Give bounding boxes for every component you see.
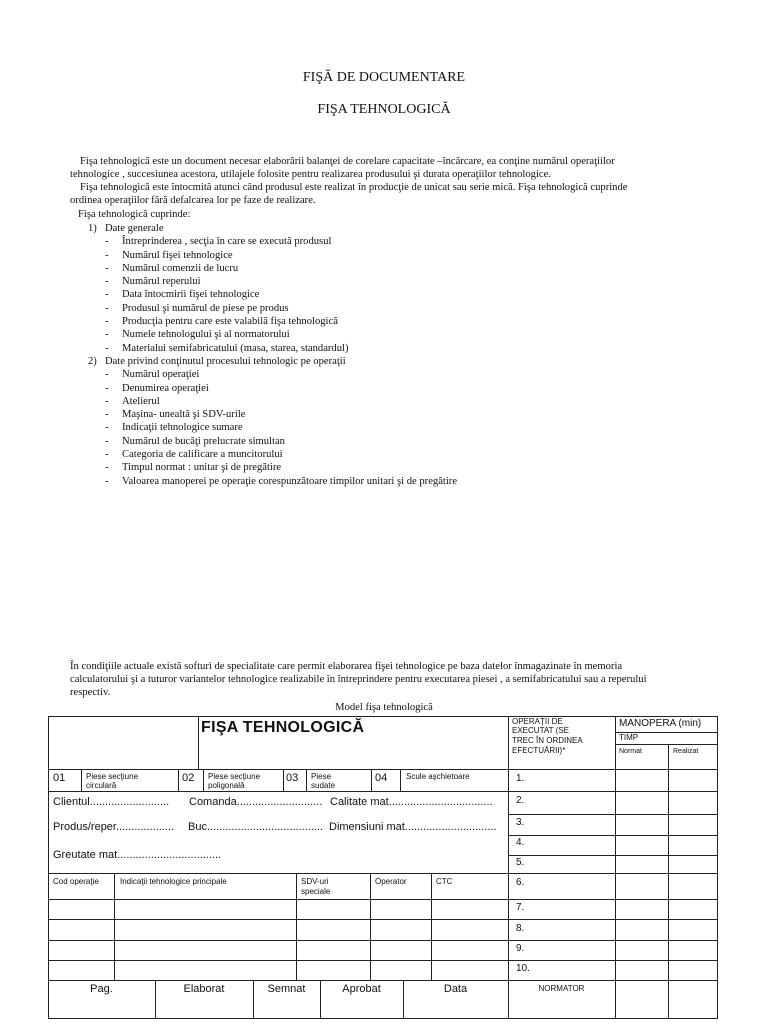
signed-label: Semnat <box>267 983 306 995</box>
prepared-by-label: Elaborat <box>183 983 225 995</box>
outro-line-2: calculatorului şi a tuturor variantelor tehnologice realizabile în întreprindere pentru executarea piesei , a semifabricatului sau a reperului <box>70 674 647 685</box>
time-header: TIMP <box>619 733 639 742</box>
operations-header-line-2: EXECUTAT (SE <box>512 726 569 735</box>
welded-label-2: sudate <box>311 781 336 790</box>
page-subtitle: FIŞA TEHNOLOGICĂ <box>317 102 451 117</box>
tech-sheet-table <box>48 716 718 1019</box>
list-item: - Producţia pentru care este valabilă fişa tehnologică <box>105 316 338 328</box>
order-field[interactable]: Comanda............................ <box>189 796 323 808</box>
list-item: - Timpul normat : unitar şi de pregătire <box>105 462 282 474</box>
list-item: - Atelierul <box>105 395 160 407</box>
operations-header-line-4: EFECTUĂRII)* <box>512 746 566 755</box>
operation-number: 9. <box>516 943 525 954</box>
main-instructions-header: Indicaţii tehnologice principale <box>120 877 227 886</box>
client-field[interactable]: Clientul.......................... <box>53 796 170 808</box>
labor-header: MANOPERA (min) <box>619 718 702 729</box>
page-title: FIŞĂ DE DOCUMENTARE <box>302 70 466 85</box>
list-item: - Produsul şi numărul de piese pe produs <box>105 302 289 314</box>
section-heading: 2) Date privind conţinutul procesului tehnologic pe operaţii <box>88 356 346 367</box>
polygonal-section-label-2: poligonală <box>208 781 245 790</box>
operations-header-line-3: TREC ÎN ORDINEA <box>512 736 583 745</box>
code-02: 02 <box>182 772 195 784</box>
list-item: - Denumirea operaţiei <box>105 382 209 394</box>
list-item: - Numele tehnologului şi al normatorului <box>105 329 290 341</box>
list-item: - Numărul de bucăţi prelucrate simultan <box>105 435 285 447</box>
polygonal-section-label-1: Piese secţiune <box>208 772 261 781</box>
intro-line-2: tehnologice , succesiunea acestora, utilajele folosite pentru realizarea produsului şi durata operaţiilor tehnologice. <box>70 169 551 180</box>
list-item: - Maşina- unealtă şi SDV-urile <box>105 409 246 421</box>
page-label: Pag. <box>90 983 113 995</box>
operation-number: 2. <box>516 795 525 806</box>
list-item: - Numărul fişei tehnologice <box>105 249 233 261</box>
operation-number: 8. <box>516 923 525 934</box>
circular-section-label-1: Piese secţiune <box>86 772 139 781</box>
normator-label: NORMATOR <box>538 984 585 993</box>
outro-line-3: respectiv. <box>70 687 111 698</box>
list-item: - Categoria de calificare a muncitorului <box>105 449 283 461</box>
list-item: - Valoarea manoperei pe operaţie corespunzătoare timpilor unitari şi de pregătire <box>105 475 458 487</box>
list-item: - Indicaţii tehnologice sumare <box>105 422 243 434</box>
special-tools-header-2: speciale <box>301 887 331 896</box>
operation-number: 1. <box>516 773 525 784</box>
quality-control-header: CTC <box>436 877 453 886</box>
special-tools-header-1: SDV-uri <box>301 877 329 886</box>
pieces-field[interactable]: Buc...................................... <box>188 821 324 833</box>
code-04: 04 <box>375 772 388 784</box>
material-weight-field[interactable]: Greutate mat.................................. <box>53 849 222 861</box>
list-item: - Materialui semifabricatului (masa, starea, standardul) <box>105 342 349 354</box>
intro-line-3: Fişa tehnologică este întocmită atunci când produsul este realizat în producţie de unicat sau serie mică. Fişa tehnologică cuprinde <box>80 182 628 193</box>
list-item: - Numărul operaţiei <box>105 369 200 381</box>
operation-number: 10. <box>516 963 530 974</box>
list-item: - Întreprinderea , secţia în care se execută produsul <box>105 236 332 248</box>
normed-header: Normat <box>619 748 642 755</box>
section-process-data <box>88 355 457 488</box>
intro-line-1: Fişa tehnologică este un document necesar elaborării balanţei de corelare capacitate –încărcare, ea conţine numărul operaţiilor <box>80 156 615 167</box>
product-field[interactable]: Produs/reper................... <box>53 821 175 833</box>
material-dimensions-field[interactable]: Dimensiuni mat.............................. <box>329 821 497 833</box>
code-03: 03 <box>286 772 299 784</box>
circular-section-label-2: circulară <box>86 781 117 790</box>
model-caption: Model fişa tehnologică <box>335 702 433 713</box>
list-item: - Numărul comenzii de lucru <box>105 262 239 274</box>
operation-number: 3. <box>516 817 525 828</box>
list-item: - Data întocmirii fişei tehnologice <box>105 289 260 301</box>
intro-line-4: ordinea operaţiilor fără defalcarea lor pe faze de realizare. <box>70 195 316 206</box>
approved-label: Aprobat <box>342 983 381 995</box>
material-quality-field[interactable]: Calitate mat.................................. <box>330 796 493 808</box>
realized-header: Realizat <box>673 748 699 755</box>
cutting-tools-label: Scule aşchietoare <box>406 772 470 781</box>
operation-code-header: Cod operaţie <box>53 877 99 886</box>
outro-line-1: În condiţiile actuale există softuri de specialitate care permit elaborarea fişei tehnologice pe baza datelor înmagazinate în memoria <box>70 661 623 672</box>
operation-number: 6. <box>516 877 525 888</box>
welded-label-1: Piese <box>311 772 332 781</box>
section-heading: 1) Date generale <box>88 223 164 234</box>
operator-header: Operator <box>375 877 407 886</box>
sheet-title: FIŞA TEHNOLOGICĂ <box>201 719 365 736</box>
operation-number: 7. <box>516 902 525 913</box>
list-item: - Numărul reperului <box>105 276 201 288</box>
date-label: Data <box>443 983 468 995</box>
operation-number: 5. <box>516 857 525 868</box>
intro-line-5: Fişa tehnologică cuprinde: <box>78 209 191 220</box>
operation-number: 4. <box>516 837 525 848</box>
code-01: 01 <box>53 772 66 784</box>
section-general-data <box>88 222 349 355</box>
operations-header-line-1: OPERAŢII DE <box>512 717 563 726</box>
